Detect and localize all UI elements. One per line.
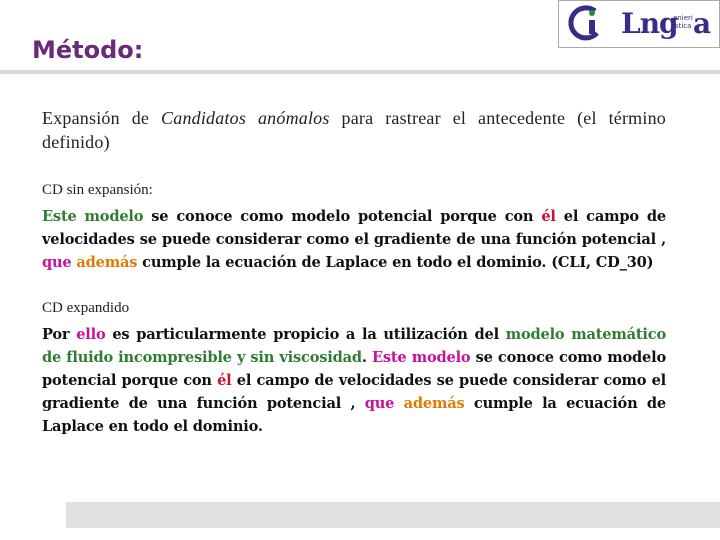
logo-subtext <box>673 14 693 30</box>
intro-part1: Expansión de <box>42 108 162 128</box>
text-segment: además <box>76 254 138 271</box>
text-segment: es particularmente propicio a la utilización del <box>105 326 506 343</box>
section1-paragraph <box>42 205 666 274</box>
text-segment: ello <box>76 326 106 343</box>
text-segment: el campo de velocidades se puede considerar como el gradiente de una función potencial , <box>42 208 666 248</box>
logo-wordmark-tail: a <box>693 7 712 40</box>
text-segment: Por <box>42 326 77 343</box>
text-segment: que <box>42 254 72 271</box>
text-segment: que <box>364 395 395 412</box>
section2-paragraph <box>42 323 666 438</box>
intro-italic-term: Candidatos anómalos <box>161 108 330 128</box>
intro-part2: para rastrear el antecedente (el término definido) <box>42 108 666 152</box>
text-segment: se conoce como modelo potencial porque con <box>143 208 542 225</box>
text-segment: cumple la ecuación de Laplace en todo el dominio. <box>42 395 666 435</box>
text-segment: Este modelo <box>42 208 144 225</box>
text-segment: cumple la ecuación de Laplace en todo el dominio. (CLI, CD_30) <box>137 254 654 271</box>
intro-text <box>42 106 666 154</box>
slide-title: Método: <box>32 36 144 64</box>
logo-subtext-line2: ística <box>673 22 692 30</box>
text-segment: el campo de velocidades se puede considerar como el gradiente de una función potencial , <box>42 372 666 412</box>
text-segment: él <box>217 372 232 389</box>
section1-label: CD sin expansión: <box>42 182 153 198</box>
text-segment: además <box>403 395 465 412</box>
logo-emblem-icon <box>559 1 619 47</box>
header-divider <box>0 70 720 74</box>
text-segment <box>394 395 403 412</box>
slide-content <box>42 106 666 438</box>
footer-bar <box>66 502 720 528</box>
text-segment: se conoce como modelo potencial porque con <box>42 349 666 389</box>
text-segment: . <box>361 349 372 366</box>
text-segment: Este modelo <box>371 349 471 366</box>
logo-wordmark: Lng <box>621 7 678 40</box>
text-segment: modelo matemático de fluido incompresible y sin viscosidad <box>42 326 666 366</box>
ilinguistica-logo <box>558 0 720 48</box>
text-segment: él <box>541 208 556 225</box>
logo-subtext-line1: enieri <box>673 14 693 22</box>
section2-label: CD expandido <box>42 300 130 316</box>
